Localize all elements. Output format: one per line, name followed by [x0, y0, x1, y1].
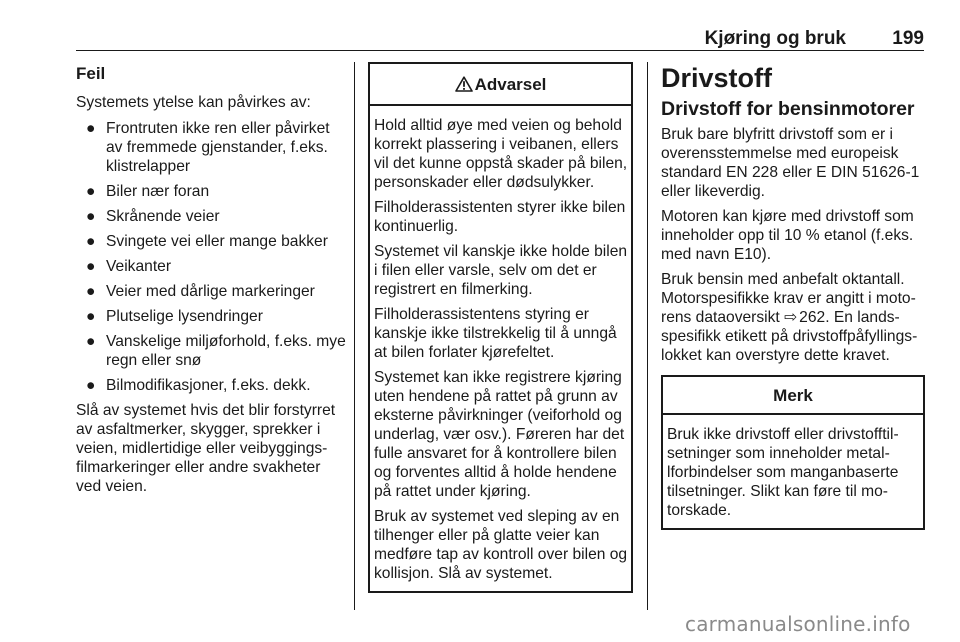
list-item: ● Svingete vei eller mange bakker [86, 233, 328, 250]
note-box-body [663, 415, 923, 528]
warning-box-header [370, 64, 631, 106]
bullet-icon: ● [86, 258, 96, 275]
header-title: Kjøring og bruk [704, 28, 846, 49]
note-text: Bruk ikke drivstoff eller drivstofftilsetninger som inneholder metallforbindelser som manganbaserte tilsetninger. Slikt kan føre til motorskade. [667, 426, 899, 519]
warning-paragraph: Bruk av systemet ved sleping av en tilhenger eller på glatte veier kan medføre tap av kontroll over bilen og kollisjon. Slå av systemet. [374, 508, 628, 582]
page-header [76, 26, 924, 51]
list-item: ● Vanskelige miljøforhold, f.eks. mye regn eller snø [86, 333, 346, 369]
warning-box [368, 62, 633, 593]
list-item: ● Plutselige lysendringer [86, 308, 263, 325]
warning-paragraph: Filholderassistenten styrer ikke bilen kontinuerlig. [374, 199, 626, 235]
bullet-icon: ● [86, 120, 96, 137]
list-item: ● Bilmodifikasjoner, f.eks. dekk. [86, 377, 311, 394]
warning-paragraph: Filholderassistentens styring er kanskje ikke tilstrekkelig til å unngå at bilen forlater kjørefeltet. [374, 306, 617, 361]
list-item: ● Veier med dårlige markeringer [86, 283, 315, 300]
list-item: ● Veikanter [86, 258, 172, 275]
note-box-header: Merk [663, 377, 923, 415]
intro-text: Systemets ytelse kan påvirkes av: [76, 94, 311, 111]
column-feil [76, 62, 348, 503]
bullet-icon: ● [86, 183, 96, 200]
bullet-icon: ● [86, 233, 96, 250]
warning-title: Advarsel [474, 74, 547, 94]
list-item: ● Biler nær foran [86, 183, 210, 200]
page-reference-link[interactable]: 262 [799, 309, 826, 326]
bullet-icon: ● [86, 333, 96, 350]
bullet-icon: ● [86, 208, 96, 225]
octane-text: Bruk bensin med anbefalt oktantall. Motorspesifikke krav er angitt i motorens dataoversikt ⇨ 262. En landsspesifikk etikett på drivstoffpåfyllingslokket kan overstyre dette kravet. [661, 271, 918, 364]
closing-text: Slå av systemet hvis det blir forstyrret av asfaltmerker, skygger, sprekker i veien, midlertidige eller veibyggingsfilmarkeringer eller andre svakheter ved veien. [76, 402, 336, 495]
subsection-heading-bensin: Drivstoff for bensinmotorer [661, 98, 915, 120]
fuel-standard-text: Bruk bare blyfritt drivstoff som er i overensstemmelse med europeisk standard EN 228 eller E DIN 51626-1 eller likeverdig. [661, 126, 920, 200]
warning-paragraph: Systemet vil kanskje ikke holde bilen i filen eller varsle, selv om det er registrert en filmerking. [374, 243, 628, 298]
section-heading-feil: Feil [76, 64, 106, 83]
column-warning [368, 62, 633, 593]
ethanol-text: Motoren kan kjøre med drivstoff som inneholder opp til 10 % etanol (f.eks. med navn E10). [661, 208, 914, 263]
list-item: ● Skrånende veier [86, 208, 220, 225]
column-divider-left [354, 62, 355, 610]
warning-paragraph: Systemet kan ikke registrere kjøring uten hendene på rattet på grunn av eksterne påvirkninger (veiforhold og underlag, vær osv.). Føreren har det fulle ansvaret for å kontrollere bilen og forventes alltid å holde hendene på rattet under kjøring. [374, 369, 625, 500]
bullet-list [76, 119, 348, 395]
warning-triangle-icon [455, 76, 473, 92]
note-box [661, 375, 925, 530]
page-reference-arrow-icon: ⇨ [784, 309, 798, 326]
column-drivstoff [661, 62, 925, 530]
watermark: carmanualsonline.info [685, 612, 911, 636]
bullet-icon: ● [86, 283, 96, 300]
bullet-icon: ● [86, 377, 96, 394]
page-number: 199 [892, 28, 924, 49]
warning-box-body [370, 106, 631, 591]
column-divider-right [647, 62, 648, 610]
list-item: ● Frontruten ikke ren eller påvirket av fremmede gjenstander, f.eks. klistrelapper [86, 120, 330, 175]
section-heading-drivstoff: Drivstoff [661, 63, 773, 93]
bullet-icon: ● [86, 308, 96, 325]
warning-paragraph: Hold alltid øye med veien og behold korrekt plassering i veibanen, ellers vil det kunne oppstå skader på bilen, personskader eller dødsulykker. [374, 117, 628, 191]
